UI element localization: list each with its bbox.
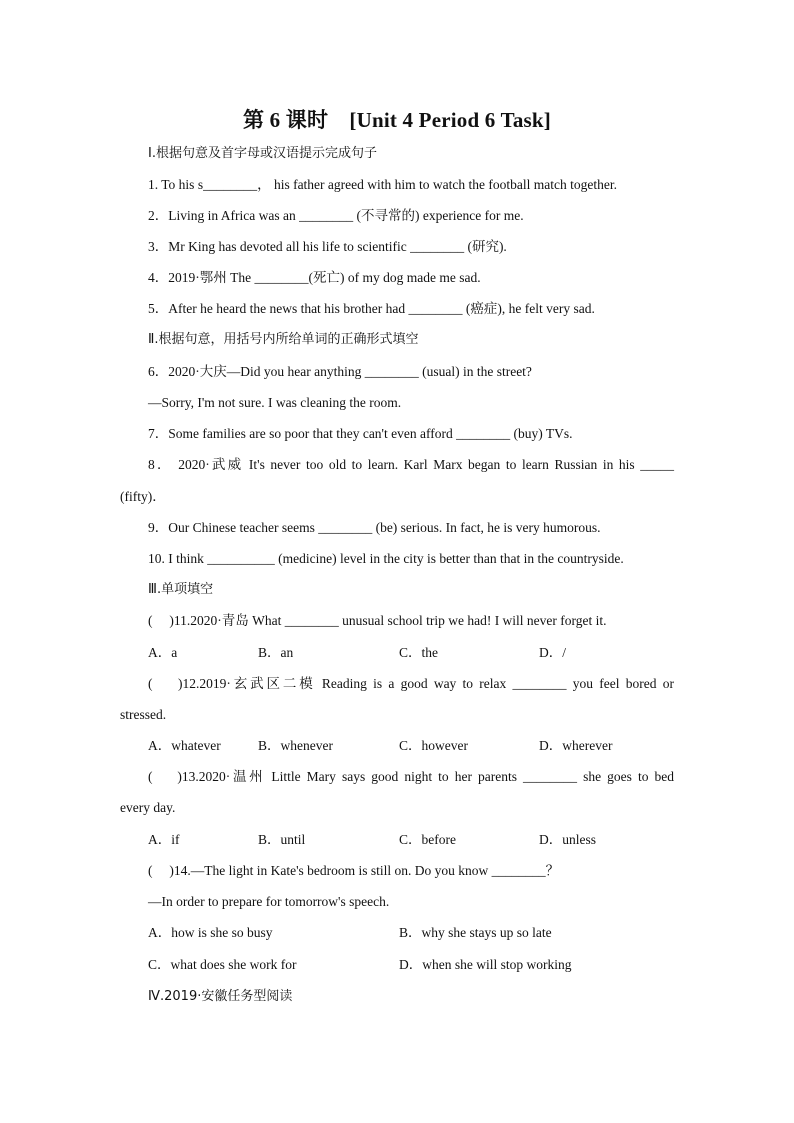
option-13-c: C．before [399,832,456,847]
question-1: 1. To his s________， his father agreed with him to watch the football match together. [148,177,617,192]
question-12: ( )12.2019·玄武区二模 Reading is a good way to relax ________ you feel bored or [148,676,674,691]
option-11-d: D．/ [539,645,566,660]
option-11-c: C．the [399,645,438,660]
question-3: 3．Mr King has devoted all his life to scientific ________ (研究). [148,239,507,254]
question-9: 9．Our Chinese teacher seems ________ (be) serious. In fact, he is very humorous. [148,520,601,535]
question-8-continued: (fifty)． [120,489,166,504]
section-3-heading: Ⅲ.单项填空 [148,582,214,597]
option-14-a: A．how is she so busy [148,925,273,940]
question-6-response: —Sorry, I'm not sure. I was cleaning the room. [148,395,402,410]
question-13-continued: every day. [120,800,176,815]
question-5: 5．After he heard the news that his brother had ________ (癌症), he felt very sad. [148,301,595,316]
option-14-d: D．when she will stop working [399,957,572,972]
question-12-continued: stressed. [120,707,167,722]
question-4: 4．2019·鄂州 The ________(死亡) of my dog made me sad. [148,270,481,285]
option-14-b: B．why she stays up so late [399,925,552,940]
question-2: 2．Living in Africa was an ________ (不寻常的) experience for me. [148,208,524,223]
option-12-b: B．whenever [258,738,333,753]
option-11-b: B．an [258,645,294,660]
question-14: ( )14.—The light in Kate's bedroom is still on. Do you know ________？ [148,863,560,878]
question-14-response: —In order to prepare for tomorrow's speech. [148,894,390,909]
option-12-a: A．whatever [148,738,221,753]
question-13: ( )13.2020·温州 Little Mary says good night to her parents ________ she goes to bed [148,769,674,784]
option-12-c: C．however [399,738,468,753]
question-6: 6．2020·大庆—Did you hear anything ________ (usual) in the street? [148,364,532,379]
option-14-c: C．what does she work for [148,957,297,972]
section-4-heading: Ⅳ.2019·安徽任务型阅读 [148,989,293,1004]
question-7: 7．Some families are so poor that they can't even afford ________ (buy) TVs. [148,426,573,441]
option-13-b: B．until [258,832,306,847]
question-10: 10. I think __________ (medicine) level in the city is better than that in the countryside. [148,551,624,566]
section-1-heading: Ⅰ.根据句意及首字母或汉语提示完成句子 [148,146,377,161]
option-13-d: D．unless [539,832,596,847]
question-11: ( )11.2020·青岛 What ________ unusual school trip we had! I will never forget it. [148,613,607,628]
section-2-heading: Ⅱ.根据句意，用括号内所给单词的正确形式填空 [148,332,419,347]
question-8: 8． 2020·武威 It's never too old to learn. Karl Marx began to learn Russian in his _____ [148,457,674,472]
option-12-d: D．wherever [539,738,613,753]
page-title: 第 6 课时 [Unit 4 Period 6 Task] [243,108,551,132]
option-11-a: A．a [148,645,178,660]
option-13-a: A．if [148,832,180,847]
